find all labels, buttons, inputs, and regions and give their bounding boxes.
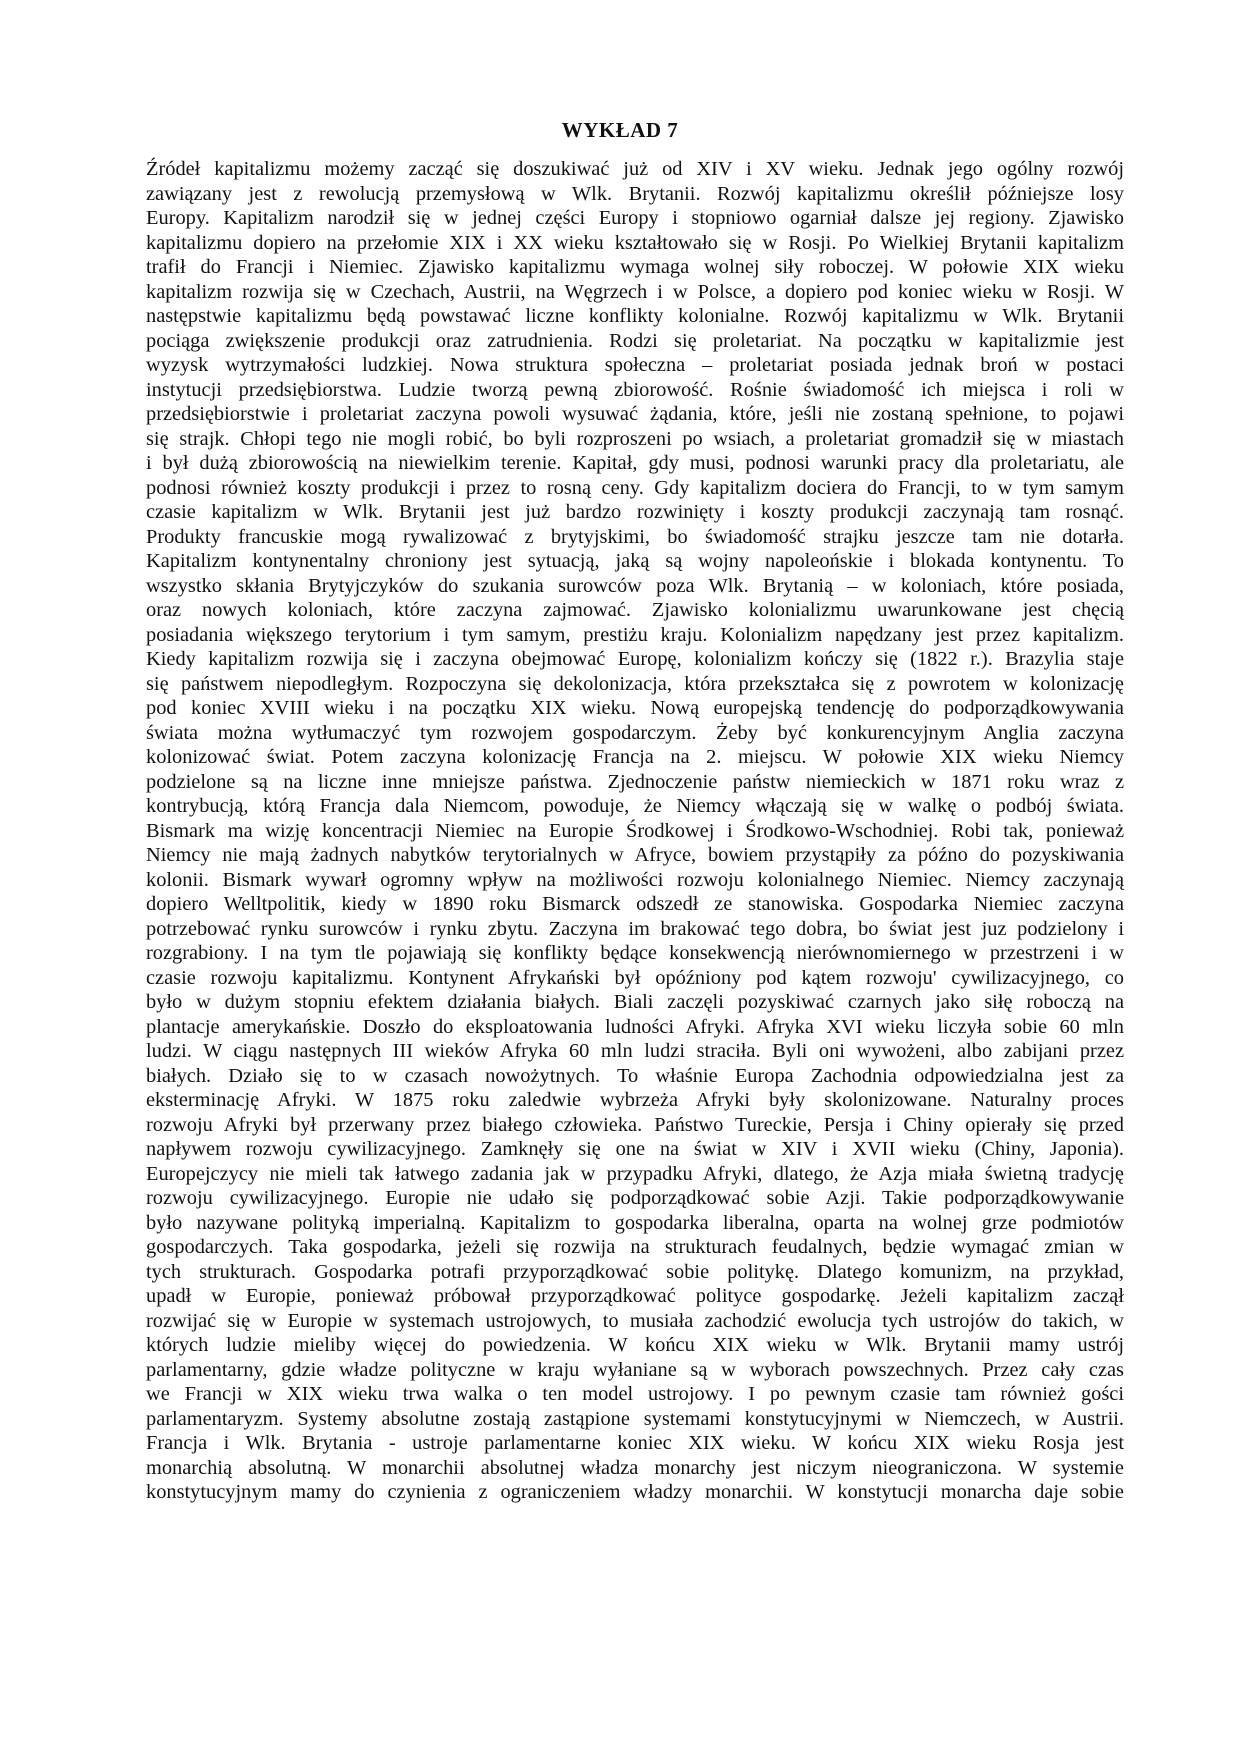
body-line: eksterminację Afryki. W 1875 roku zaledwie wybrzeża Afryki były skolonizowane. Naturalny proces [146,1089,1124,1111]
body-line: instytucji przedsiębiorstwa. Ludzie tworzą pewną zbiorowość. Rośnie świadomość ich miejsca i roli w [146,378,1124,401]
body-line: wyzysk wytrzymałości ludzkiej. Nowa struktura społeczna – proletariat posiada jednak broń w postaci [146,354,1124,376]
body-line: kolonizować świat. Potem zaczyna kolonizację Francja na 2. miejscu. W połowie XIX wieku Niemcy [146,746,1124,768]
document-body [146,157,1124,1505]
body-line: czasie kapitalizm w Wlk. Brytanii jest już bardzo rozwinięty i koszty produkcji zaczynają tam rosnąć. [146,501,1124,523]
document-title: WYKŁAD 7 [561,118,679,142]
body-line: kolonii. Bismark wywarł ogromny wpływ na możliwości rozwoju kolonialnego Niemiec. Niemcy zaczynają [146,868,1124,891]
body-line: posiadania większego terytorium i tym samym, prestiżu kraju. Kolonializm napędzany jest przez kapitalizm. [146,623,1124,646]
body-line: ludzi. W ciągu następnych III wieków Afryka 60 mln ludzi straciła. Byli oni wywożeni, albo zabijani przez [146,1040,1124,1062]
body-line: gospodarczych. Taka gospodarka, jeżeli się rozwija na strukturach feudalnych, będzie wymagać zmian w [146,1236,1124,1258]
body-line: białych. Działo się to w czasach nowożytnych. To właśnie Europa Zachodnia odpowiedzialna jest za [146,1064,1124,1087]
body-line: Źródeł kapitalizmu możemy zacząć się doszukiwać już od XIV i XV wieku. Jednak jego ogólny rozwój [146,158,1124,180]
body-line: Francja i Wlk. Brytania - ustroje parlamentarne koniec XIX wieku. W końcu XIX wieku Rosja jest [146,1432,1124,1454]
body-line: świata można wytłumaczyć tym rozwojem gospodarczym. Żeby być konkurencyjnym Anglia zaczyna [146,721,1124,744]
body-line: zawiązany jest z rewolucją przemysłową w Wlk. Brytanii. Rozwój kapitalizmu określił późniejsze losy [146,182,1124,205]
body-line: Produkty francuskie mogą rywalizować z brytyjskimi, bo świadomość strajku jeszcze tam nie dotarła. [146,525,1124,548]
body-line: we Francji w XIX wieku trwa walka o ten model ustrojowy. I po pewnym czasie tam również gości [146,1383,1124,1405]
body-line: czasie rozwoju kapitalizmu. Kontynent Afrykański był opóźniony pod kątem rozwoju' cywilizacyjnego, co [146,966,1124,989]
body-line: rozwoju cywilizacyjnego. Europie nie udało się podporządkować sobie Azji. Takie podporządkowywanie [146,1187,1124,1209]
body-line: napływem rozwoju cywilizacyjnego. Zamknęły się one na świat w XIV i XVII wieku (Chiny, Japonia). [146,1138,1124,1160]
body-line: i był dużą zbiorowością na niewielkim terenie. Kapitał, gdy musi, podnosi warunki pracy dla proletariatu, ale [146,452,1124,474]
body-line: pociąga zwiększenie produkcji oraz zatrudnienia. Rodzi się proletariat. Na początku w kapitalizmie jest [146,329,1124,352]
body-line: Bismark ma wizję koncentracji Niemiec na Europie Środkowej i Środkowo-Wschodniej. Robi tak, ponieważ [146,819,1124,842]
body-line: Niemcy nie mają żadnych nabytków terytorialnych w Afryce, bowiem przystąpiły za późno do pozyskiwania [146,844,1124,866]
body-line: trafił do Francji i Niemiec. Zjawisko kapitalizmu wymaga wolnej siły roboczej. W połowie XIX wieku [146,256,1124,278]
body-line: dopiero Welltpolitik, kiedy w 1890 roku Bismarck odszedł ze stanowiska. Gospodarka Niemiec zaczyna [146,893,1124,915]
body-line: tych strukturach. Gospodarka potrafi przyporządkować sobie politykę. Dlatego komunizm, na przykład, [146,1260,1124,1283]
body-line: było w dużym stopniu efektem działania białych. Biali zaczęli pozyskiwać czarnych jako siłę roboczą na [146,991,1124,1013]
body-line: których ludzie mieliby więcej do powiedzenia. W końcu XIX wieku w Wlk. Brytanii mamy ustrój [146,1334,1124,1356]
body-line: potrzebować rynku surowców i rynku zbytu. Zaczyna im brakować tego dobra, bo świat jest juz podzielony i [146,917,1124,940]
body-line: wszystko skłania Brytyjczyków do szukania surowców poza Wlk. Brytanią – w koloniach, które posiada, [146,574,1124,597]
body-line: rozwoju Afryki był przerwany przez białego człowieka. Państwo Tureckie, Persja i Chiny opierały się przed [146,1113,1124,1136]
body-line: kapitalizm rozwija się w Czechach, Austrii, na Węgrzech i w Polsce, a dopiero pod koniec wieku w Rosji. W [146,280,1124,303]
body-line: oraz nowych koloniach, które zaczyna zajmować. Zjawisko kolonializmu uwarunkowane jest chęcią [146,599,1124,621]
body-line: się strajk. Chłopi tego nie mogli robić, bo byli rozproszeni po wsiach, a proletariat gromadził się w miastach [146,427,1124,450]
body-line: kontrybucją, którą Francja dala Niemcom, powoduje, że Niemcy włączają się w walkę o podbój świata. [146,795,1124,817]
body-line: Europejczycy nie mieli tak łatwego zadania jak w przypadku Afryki, dlatego, że Azja miała świetną tradycję [146,1162,1124,1185]
body-line: było nazywane polityką imperialną. Kapitalizm to gospodarka liberalna, oparta na wolnej grze podmiotów [146,1211,1124,1234]
body-line: pod koniec XVIII wieku i na początku XIX wieku. Nową europejską tendencję do podporządkowywania [146,697,1124,719]
body-line: przedsiębiorstwie i proletariat zaczyna powoli wysuwać żądania, które, jeśli nie zostaną spełnione, to pojawi [146,403,1124,425]
body-line: Europy. Kapitalizm narodził się w jednej części Europy i stopniowo ogarniał dalsze jej regiony. Zjawisko [146,207,1124,229]
body-line: podzielone są na liczne inne mniejsze państwa. Zjednoczenie państw niemieckich w 1871 roku wraz z [146,770,1124,793]
body-line: Kiedy kapitalizm rozwija się i zaczyna obejmować Europę, kolonializm kończy się (1822 r.). Brazylia staje [146,648,1124,670]
body-line: następstwie kapitalizmu będą powstawać liczne konflikty kolonialne. Rozwój kapitalizmu w Wlk. Brytanii [146,305,1124,327]
body-line: upadł w Europie, ponieważ próbował przyporządkować polityce gospodarkę. Jeżeli kapitalizm zaczął [146,1285,1124,1307]
body-line: rozwijać się w Europie w systemach ustrojowych, to musiała zachodzić ewolucja tych ustrojów do takich, w [146,1309,1124,1332]
body-line: parlamentaryzm. Systemy absolutne zostają zastąpione systemami konstytucyjnymi w Niemczech, w Austrii. [146,1407,1124,1430]
body-line: kapitalizmu dopiero na przełomie XIX i XX wieku kształtowało się w Rosji. Po Wielkiej Brytanii kapitalizm [146,231,1124,254]
body-line: monarchią absolutną. W monarchii absolutnej władza monarchy jest niczym nieograniczona. W systemie [146,1456,1124,1479]
body-line: Kapitalizm kontynentalny chroniony jest sytuacją, jaką są wojny napoleońskie i blokada kontynentu. To [146,550,1124,572]
body-line: plantacje amerykańskie. Doszło do eksploatowania ludności Afryki. Afryka XVI wieku liczyła sobie 60 mln [146,1015,1124,1038]
body-line: się państwem niepodległym. Rozpoczyna się dekolonizacja, która przekształca się z powrotem w kolonizację [146,672,1124,695]
body-line: rozgrabiony. I na tym tle pojawiają się konflikty będące konsekwencją nierównomiernego w przestrzeni i w [146,942,1124,964]
body-line: konstytucyjnym mamy do czynienia z ograniczeniem władzy monarchii. W konstytucji monarcha daje sobie [146,1481,1124,1503]
body-line: parlamentarny, gdzie władze polityczne w kraju wyłaniane są w wyborach powszechnych. Przez cały czas [146,1358,1124,1381]
body-line: podnosi również koszty produkcji i przez to rosną ceny. Gdy kapitalizm dociera do Francji, to w tym samym [146,476,1124,499]
